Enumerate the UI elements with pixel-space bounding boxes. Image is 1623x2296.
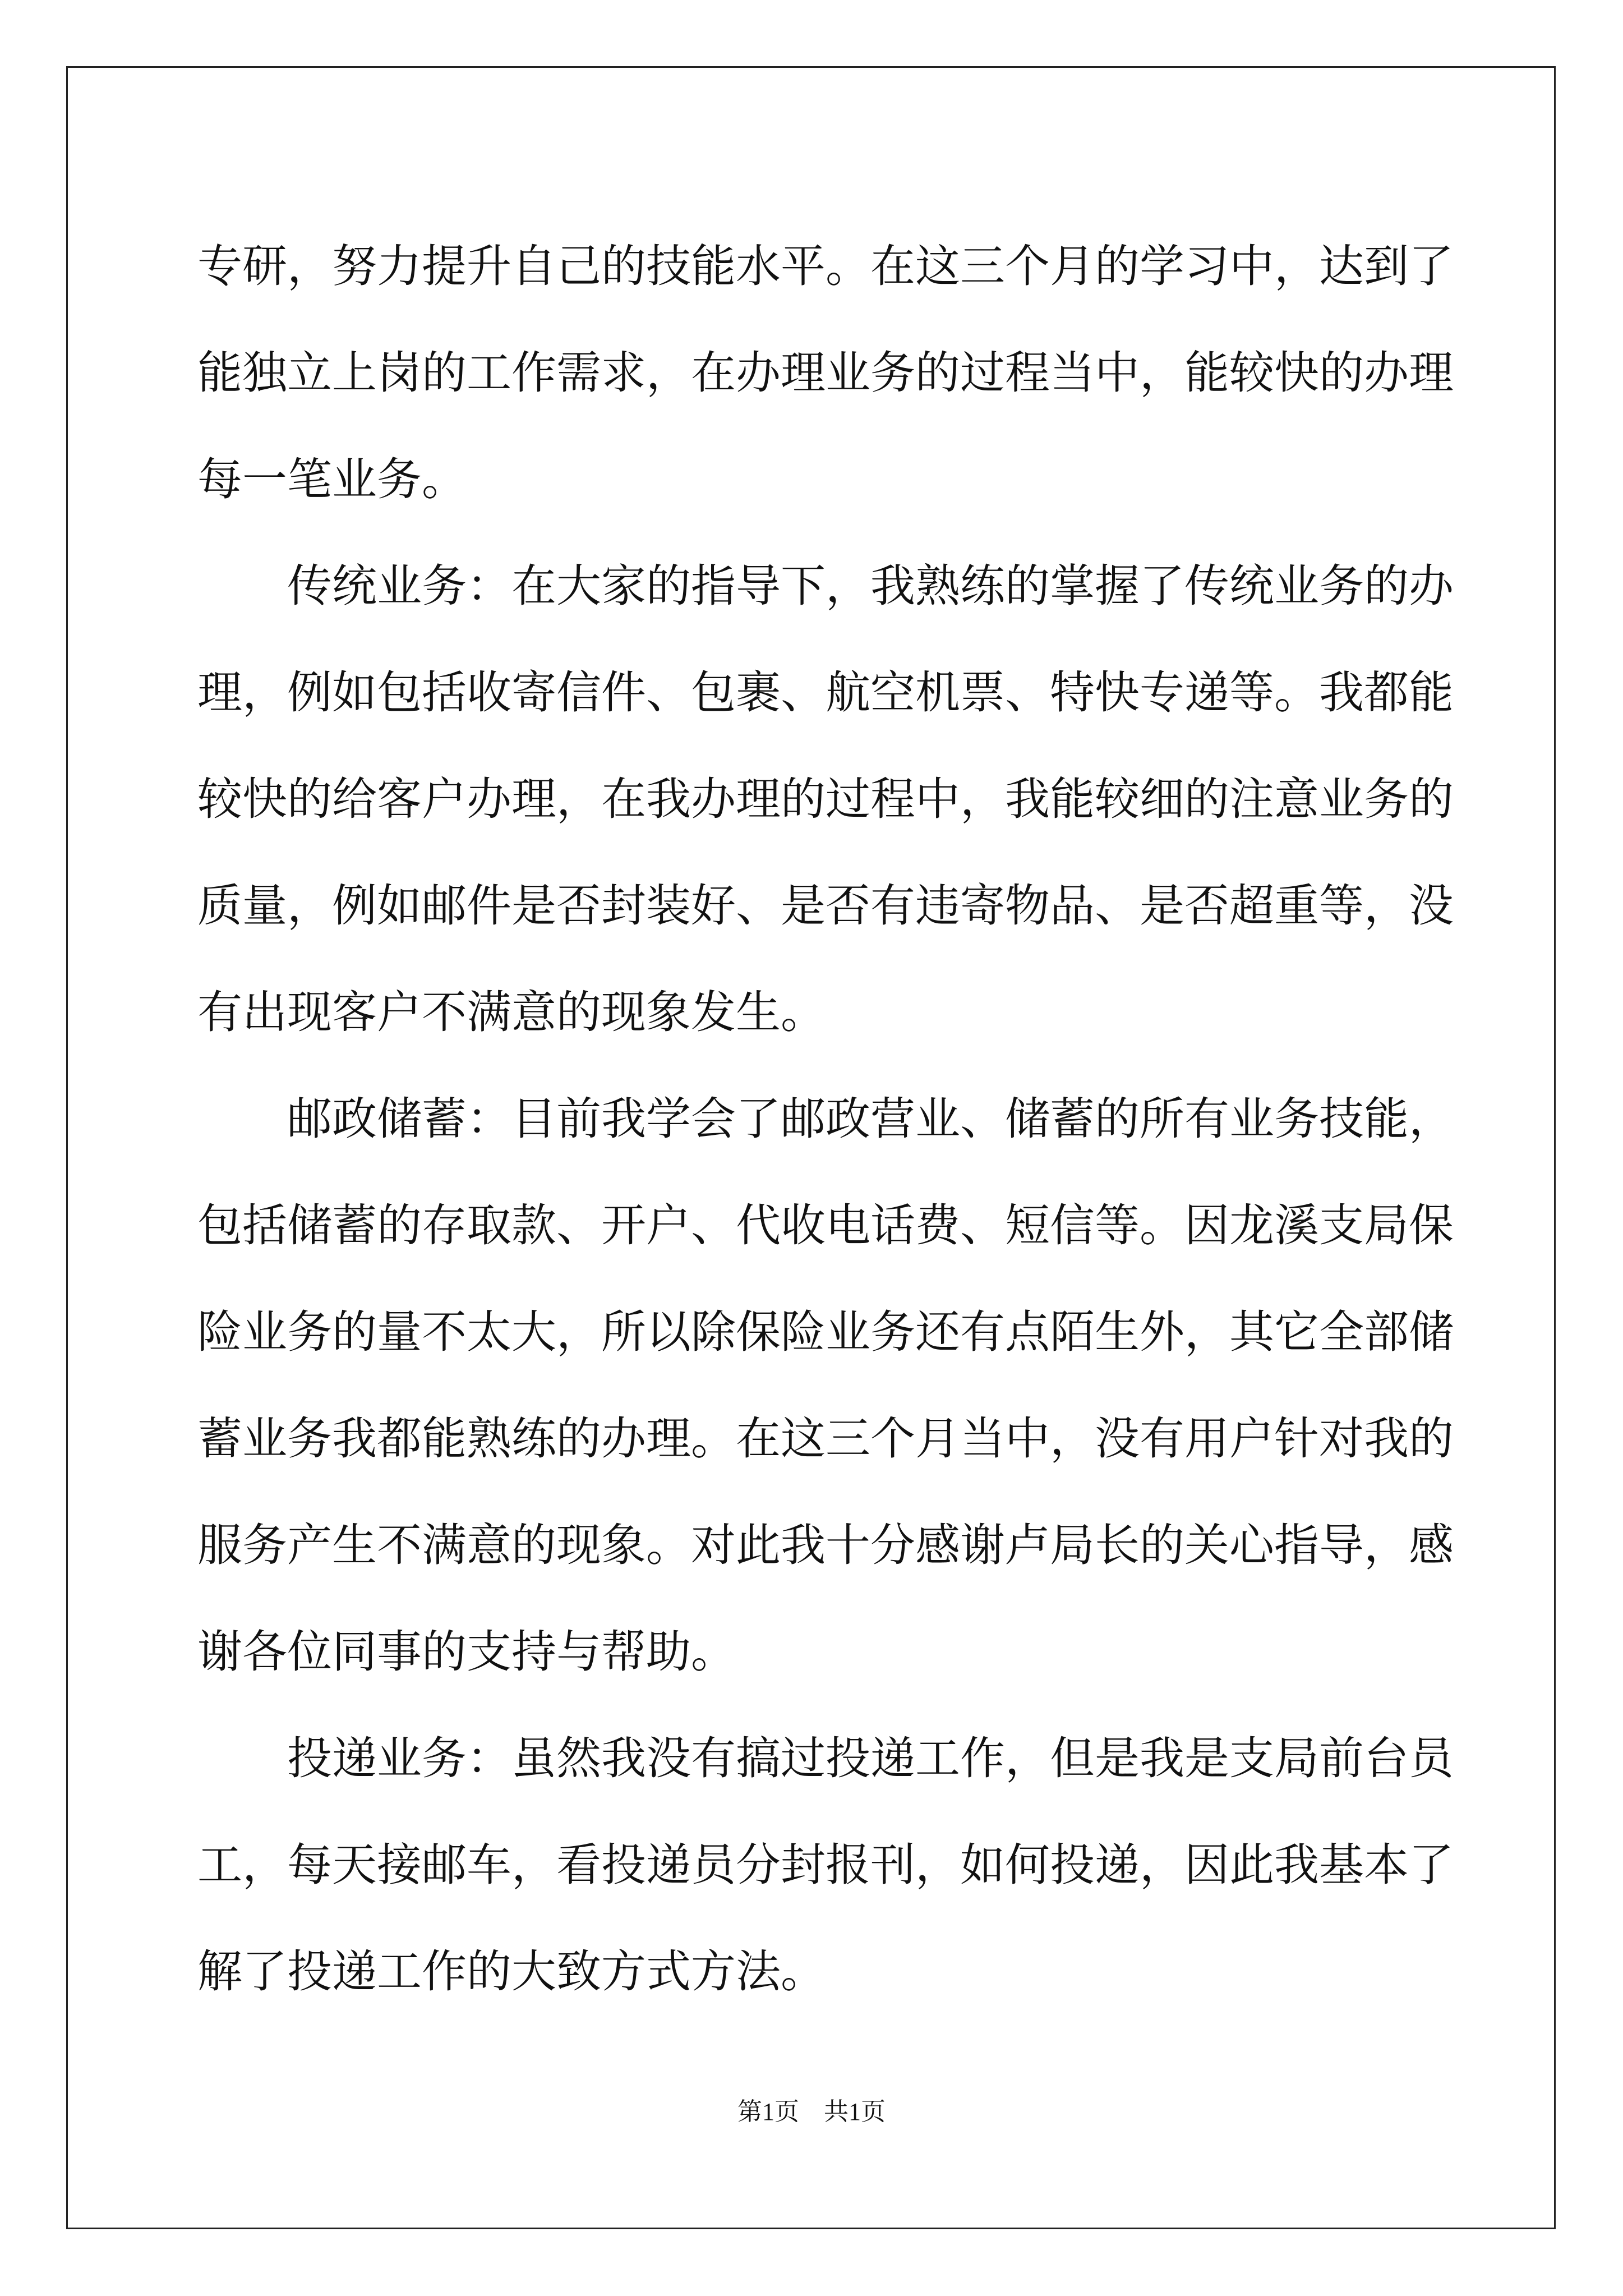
paragraph-continuation: 专研，努力提升自己的技能水平。在这三个月的学习中，达到了能独立上岗的工作需求，在办理业务的过程当中，能较快的办理每一笔业务。 <box>197 240 1454 505</box>
paragraph-traditional-business: 传统业务：在大家的指导下，我熟练的掌握了传统业务的办理，例如包括收寄信件、包裹、航空机票、特快专递等。我都能较快的给客户办理，在我办理的过程中，我能较细的注意业务的质量，例如邮件是否封装好、是否有违寄物品、是否超重等，没有出现客户不满意的现象发生。 <box>197 560 1454 1038</box>
document-body <box>197 213 1454 2025</box>
page-footer: 第1页 共1页 <box>737 2098 886 2125</box>
paragraph-postal-savings: 邮政储蓄：目前我学会了邮政营业、储蓄的所有业务技能，包括储蓄的存取款、开户、代收电话费、短信等。因龙溪支局保险业务的量不太大，所以除保险业务还有点陌生外，其它全部储蓄业务我都能熟练的办理。在这三个月当中，没有用户针对我的服务产生不满意的现象。对此我十分感谢卢局长的关心指导，感谢各位同事的支持与帮助。 <box>197 1093 1454 1678</box>
paragraph-delivery-business: 投递业务：虽然我没有搞过投递工作，但是我是支局前台员工，每天接邮车，看投递员分封报刊，如何投递，因此我基本了解了投递工作的大致方式方法。 <box>197 1732 1454 1998</box>
